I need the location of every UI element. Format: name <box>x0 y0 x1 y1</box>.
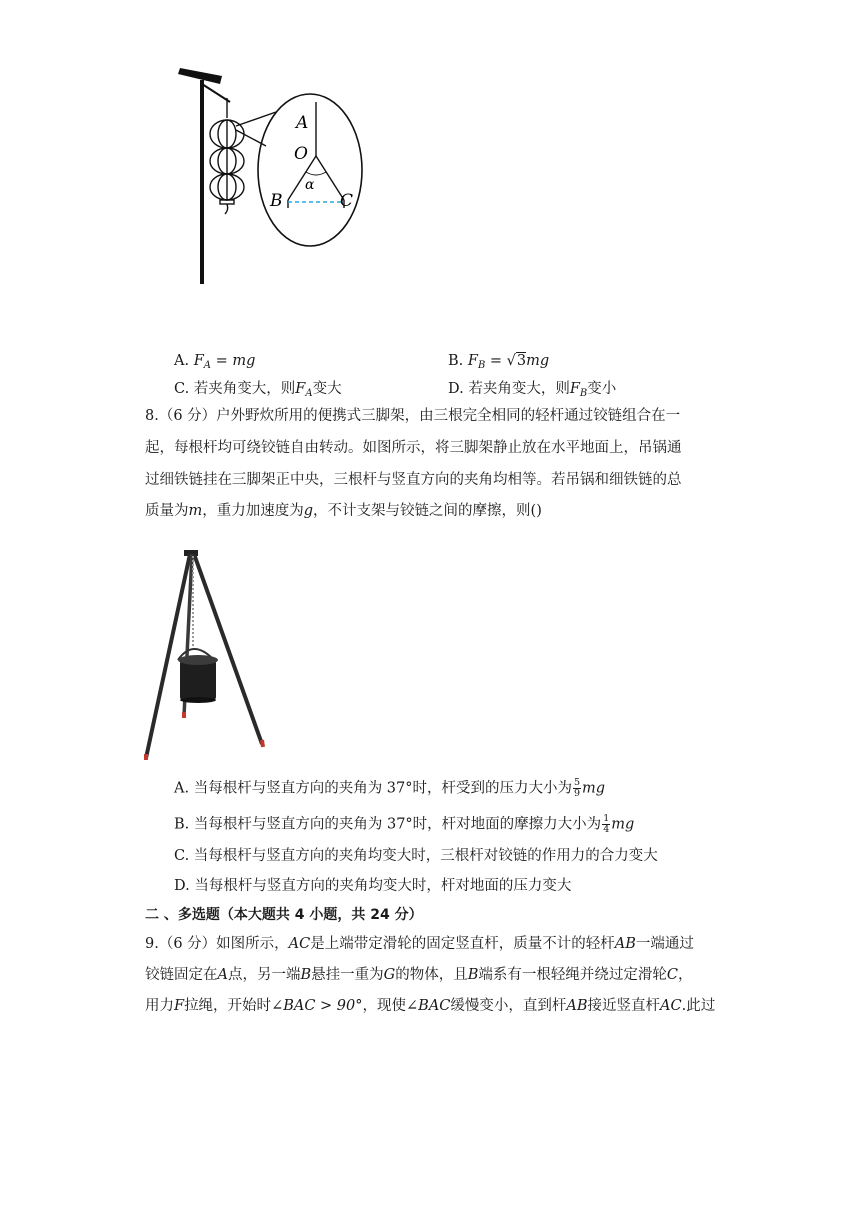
q7-option-a[interactable]: A. $F_A$ = mg <box>174 353 256 371</box>
lantern-diagram <box>170 62 370 288</box>
label-A: A <box>296 113 309 133</box>
lantern-icon <box>210 98 244 214</box>
q8-line-1: 8.（6 分）户外野炊所用的便携式三脚架，由三根完全相同的轻杆通过铰链组合在一 <box>145 408 681 424</box>
q7-option-b[interactable]: B. $F_B = √3mg$ <box>448 353 550 371</box>
q9-line-1: 9.（6 分）如图所示，AC是上端带定滑轮的固定竖直杆，质量不计的轻杆AB一端通过 <box>145 936 694 952</box>
q8-option-b[interactable]: B. 当每根杆与竖直方向的夹角为 37°时，杆对地面的摩擦力大小为 $\frac{1}{4}$ mg <box>174 813 635 835</box>
sqrt-icon: √ <box>506 353 516 369</box>
q8-option-c[interactable]: C. 当每根杆与竖直方向的夹角均变大时，三根杆对铰链的作用力的合力变大 <box>174 848 658 864</box>
q8-line-4: 质量为m，重力加速度为g，不计支架与铰链之间的摩擦，则() <box>145 503 542 519</box>
q8-option-d[interactable]: D. 当每根杆与竖直方向的夹角均变大时，杆对地面的压力变大 <box>174 878 572 894</box>
zoom-circle <box>258 94 362 246</box>
label-alpha: α <box>305 177 315 193</box>
q7-option-d[interactable]: D. 若夹角变大，则$F_B$变小 <box>448 381 617 399</box>
q8-line-2: 起，每根杆均可绕铰链自由转动。如图所示，将三脚架静止放在水平地面上，吊锅通 <box>145 440 682 456</box>
q8-line-3: 过细铁链挂在三脚架正中央，三根杆与竖直方向的夹角均相等。若吊锅和细铁链的总 <box>145 472 682 488</box>
tripod-photo <box>140 548 276 764</box>
q9-line-3: 用力F拉绳，开始时∠BAC > 90°，现使∠BAC缓慢变小，直到杆AB接近竖直杆AC.此过 <box>145 998 716 1014</box>
label-C: C <box>340 191 354 211</box>
q7-option-c[interactable]: C. 若夹角变大，则$F_A$变大 <box>174 381 342 399</box>
section-heading: 二 、多选题（本大题共 4 小题，共 24 分） <box>145 907 423 923</box>
q9-line-2: 铰链固定在A点，另一端B悬挂一重为G的物体，且B端系有一根轻绳并绕过定滑轮C， <box>145 967 693 983</box>
label-O: O <box>294 144 308 164</box>
fraction-5-9: $\frac{5}{9}$ <box>574 777 581 799</box>
label-B: B <box>270 191 283 211</box>
q8-option-a[interactable]: A. 当每根杆与竖直方向的夹角为 37°时，杆受到的压力大小为 $\frac{5}{9}$ mg <box>174 777 606 799</box>
fraction-1-4: $\frac{1}{4}$ <box>603 813 610 835</box>
